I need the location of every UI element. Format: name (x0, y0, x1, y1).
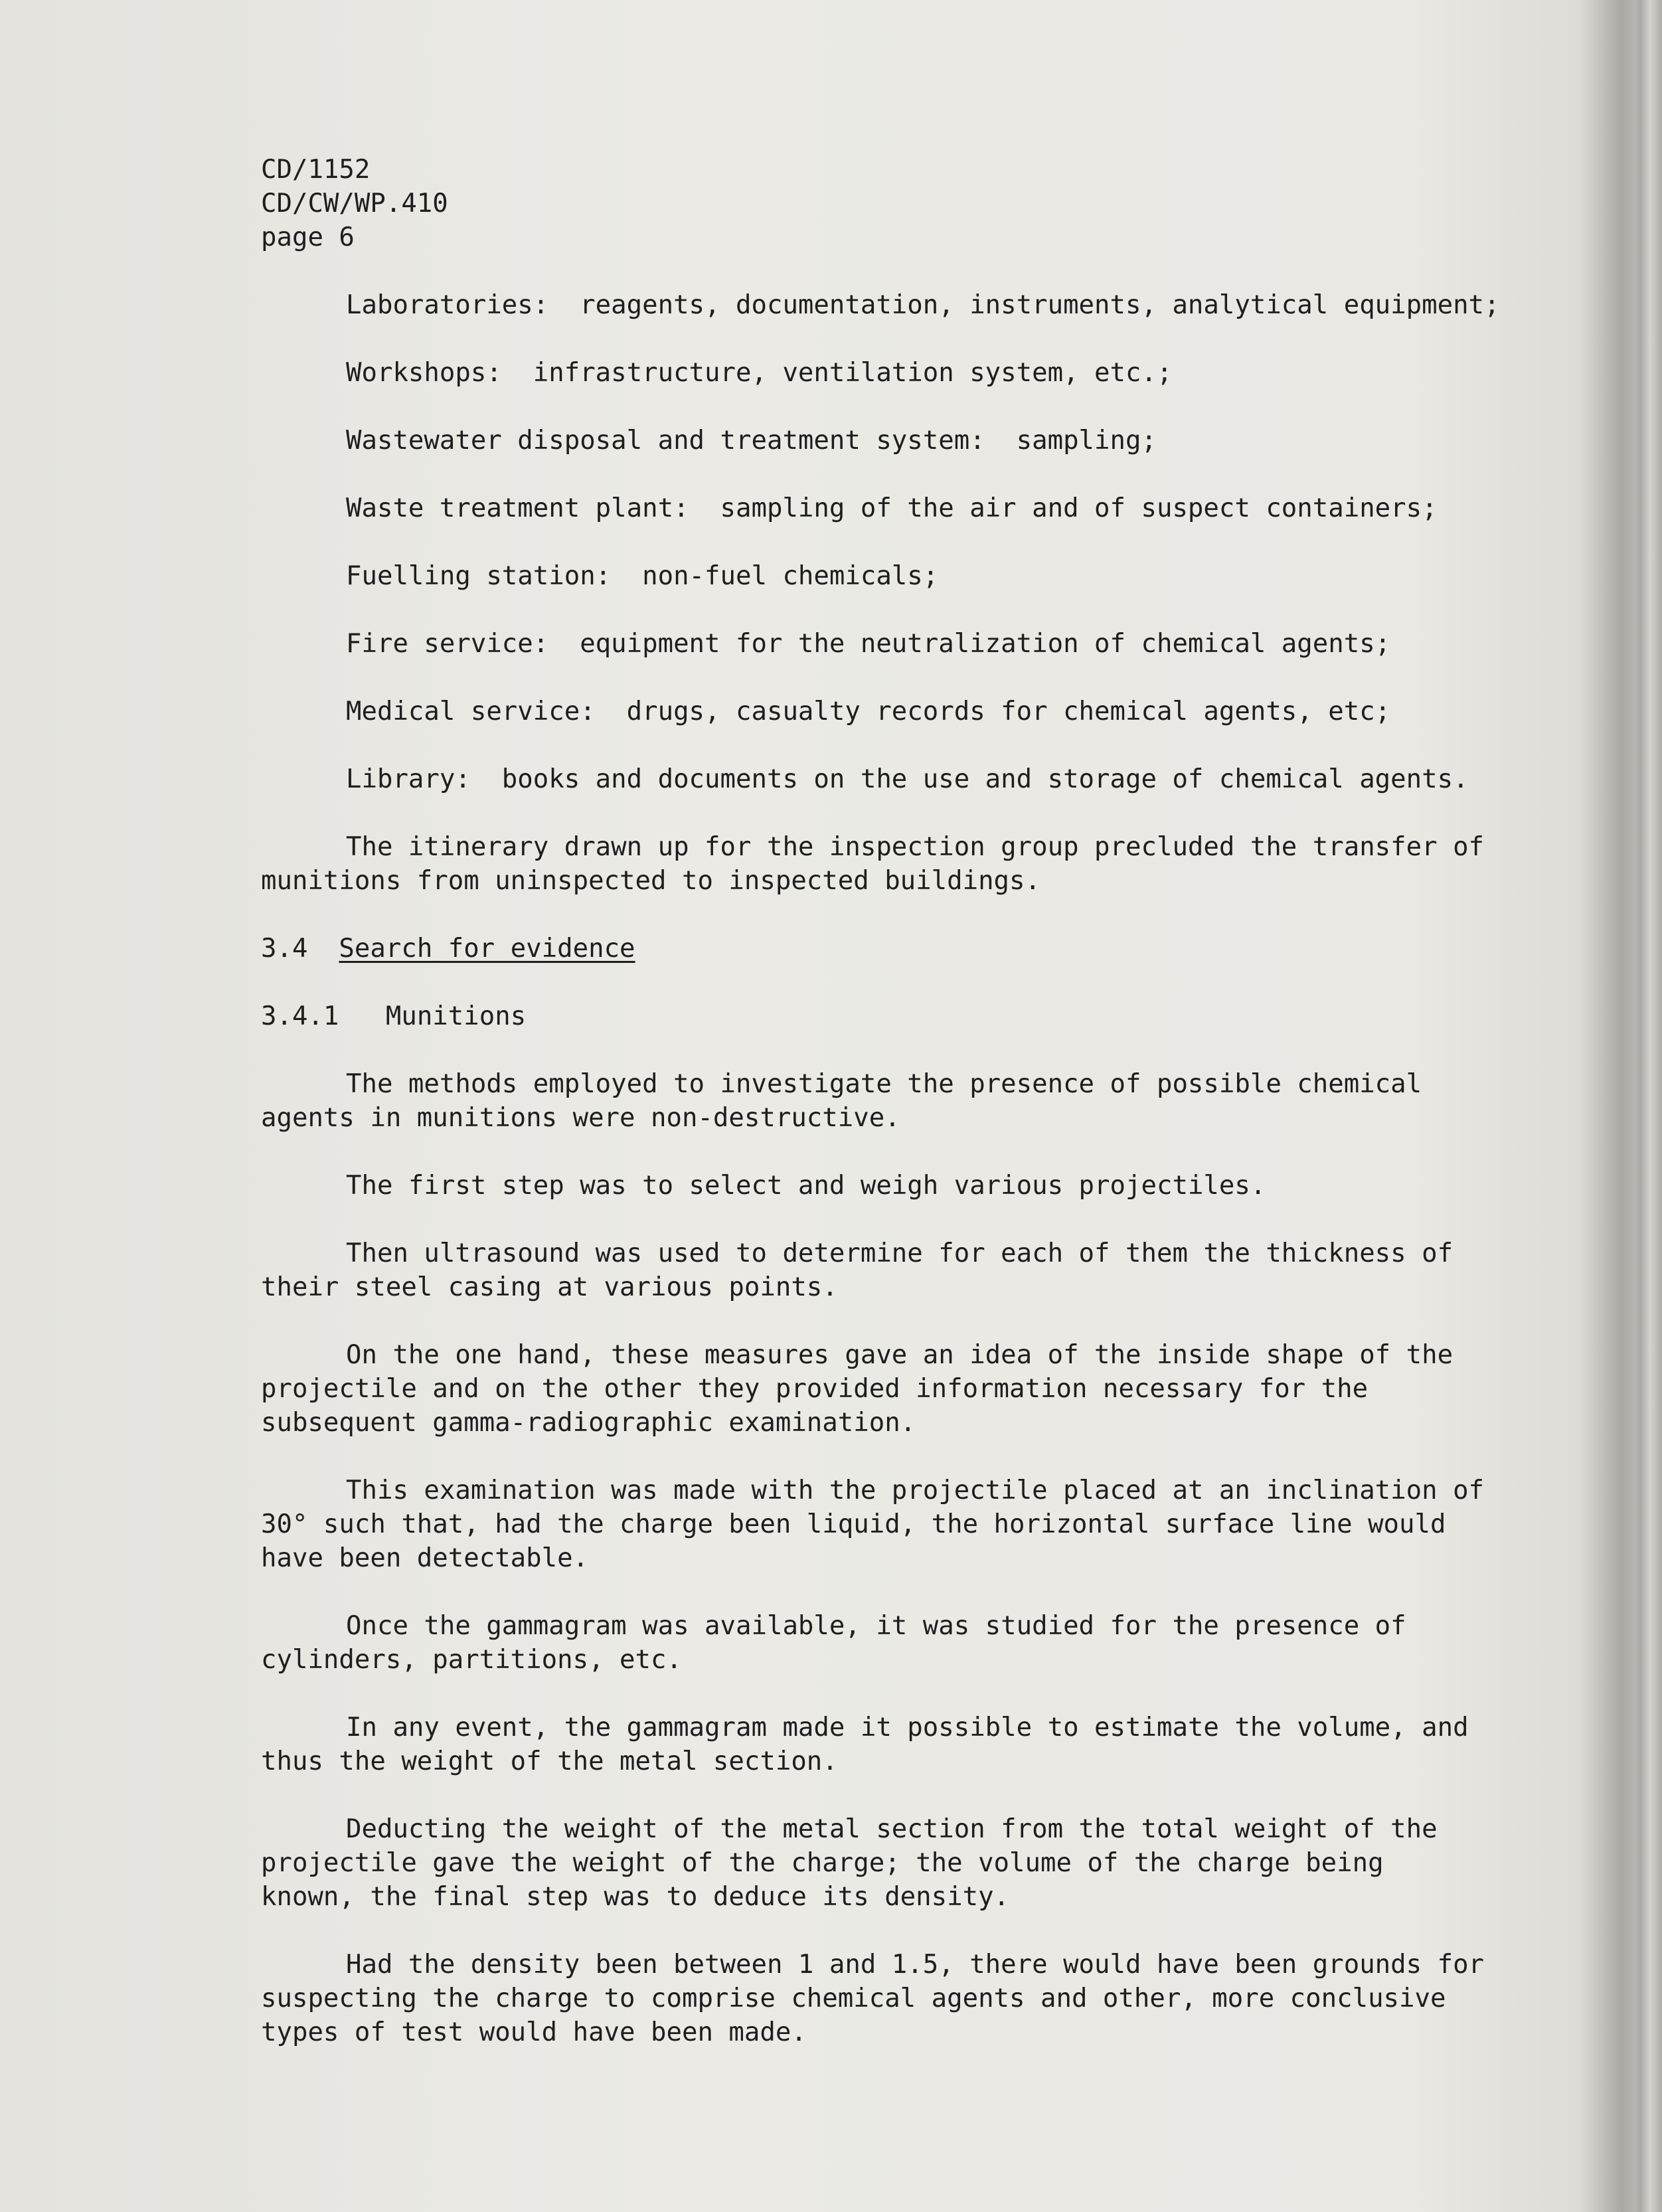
paragraph-estimate (261, 1711, 1629, 1778)
paragraph-line: Deducting the weight of the metal section from the total weight of the (346, 1814, 1438, 1844)
document-body (261, 153, 1629, 2049)
paragraph-line: thus the weight of the metal section. (261, 1746, 838, 1776)
facility-item-laboratories: Laboratories: reagents, documentation, instruments, analytical equipment; (346, 290, 1500, 320)
subsection-title: Munitions (385, 1001, 527, 1031)
paragraph-methods (261, 1067, 1629, 1135)
paragraph-gammagram (261, 1609, 1629, 1677)
paragraph-density (261, 1948, 1629, 2049)
facility-item-fuelling-station: Fuelling station: non-fuel chemicals; (346, 561, 939, 591)
doc-number: CD/1152 (261, 155, 371, 185)
paragraph-line: Once the gammagram was available, it was studied for the presence of (346, 1611, 1406, 1641)
paragraph-line: have been detectable. (261, 1543, 589, 1573)
working-paper-number: CD/CW/WP.410 (261, 189, 448, 218)
paragraph-line: suspecting the charge to comprise chemical agents and other, more conclusive (261, 1984, 1446, 2013)
section-heading (261, 932, 1629, 966)
facility-item-medical-service: Medical service: drugs, casualty records for chemical agents, etc; (346, 697, 1391, 726)
facility-item-workshops: Workshops: infrastructure, ventilation system, etc.; (346, 358, 1173, 388)
paragraph-line: agents in munitions were non-destructive. (261, 1103, 900, 1133)
paragraph-line: cylinders, partitions, etc. (261, 1645, 682, 1675)
facility-list (261, 288, 1629, 796)
itinerary-paragraph (261, 830, 1629, 898)
facility-item-waste-treatment: Waste treatment plant: sampling of the air and of suspect containers; (346, 493, 1438, 523)
facility-item-library: Library: books and documents on the use and storage of chemical agents. (346, 764, 1469, 794)
page-number: page 6 (261, 222, 355, 252)
paragraph-line: The methods employed to investigate the presence of possible chemical (346, 1069, 1422, 1099)
paragraph-line: Then ultrasound was used to determine for each of them the thickness of (346, 1238, 1454, 1268)
paragraph-first-step (261, 1169, 1629, 1203)
document-header (261, 153, 1629, 254)
section-number: 3.4 (261, 934, 308, 964)
paragraph-line: Had the density been between 1 and 1.5, there would have been grounds for (346, 1950, 1485, 1980)
paragraph-line: On the one hand, these measures gave an idea of the inside shape of the (346, 1340, 1454, 1370)
paragraph-line: This examination was made with the projectile placed at an inclination of (346, 1476, 1485, 1505)
paragraph-line: subsequent gamma-radiographic examination. (261, 1408, 916, 1438)
paragraph-line: known, the final step was to deduce its density. (261, 1882, 1010, 1912)
paragraph-line: their steel casing at various points. (261, 1272, 838, 1302)
paragraph-line: projectile and on the other they provided information necessary for the (261, 1374, 1369, 1404)
paragraph-line: In any event, the gammagram made it possible to estimate the volume, and (346, 1713, 1469, 1743)
facility-item-wastewater: Wastewater disposal and treatment system: sampling; (346, 426, 1157, 456)
paragraph-measures (261, 1338, 1629, 1440)
paragraph-line: munitions from uninspected to inspected buildings. (261, 866, 1040, 896)
paragraph-deducting (261, 1812, 1629, 1914)
paragraph-line: projectile gave the weight of the charge; the volume of the charge being (261, 1848, 1384, 1878)
paragraph-ultrasound (261, 1236, 1629, 1304)
paragraph-examination (261, 1474, 1629, 1575)
section-title: Search for evidence (339, 934, 635, 964)
paragraph-line: The itinerary drawn up for the inspection group precluded the transfer of (346, 832, 1485, 862)
paragraph-line: 30° such that, had the charge been liquid, the horizontal surface line would (261, 1509, 1446, 1539)
facility-item-fire-service: Fire service: equipment for the neutralization of chemical agents; (346, 629, 1391, 659)
subsection-heading (261, 999, 1629, 1033)
paragraph-line: types of test would have been made. (261, 2017, 807, 2047)
subsection-number: 3.4.1 (261, 1001, 339, 1031)
paragraph-line: The first step was to select and weigh various projectiles. (346, 1171, 1266, 1201)
